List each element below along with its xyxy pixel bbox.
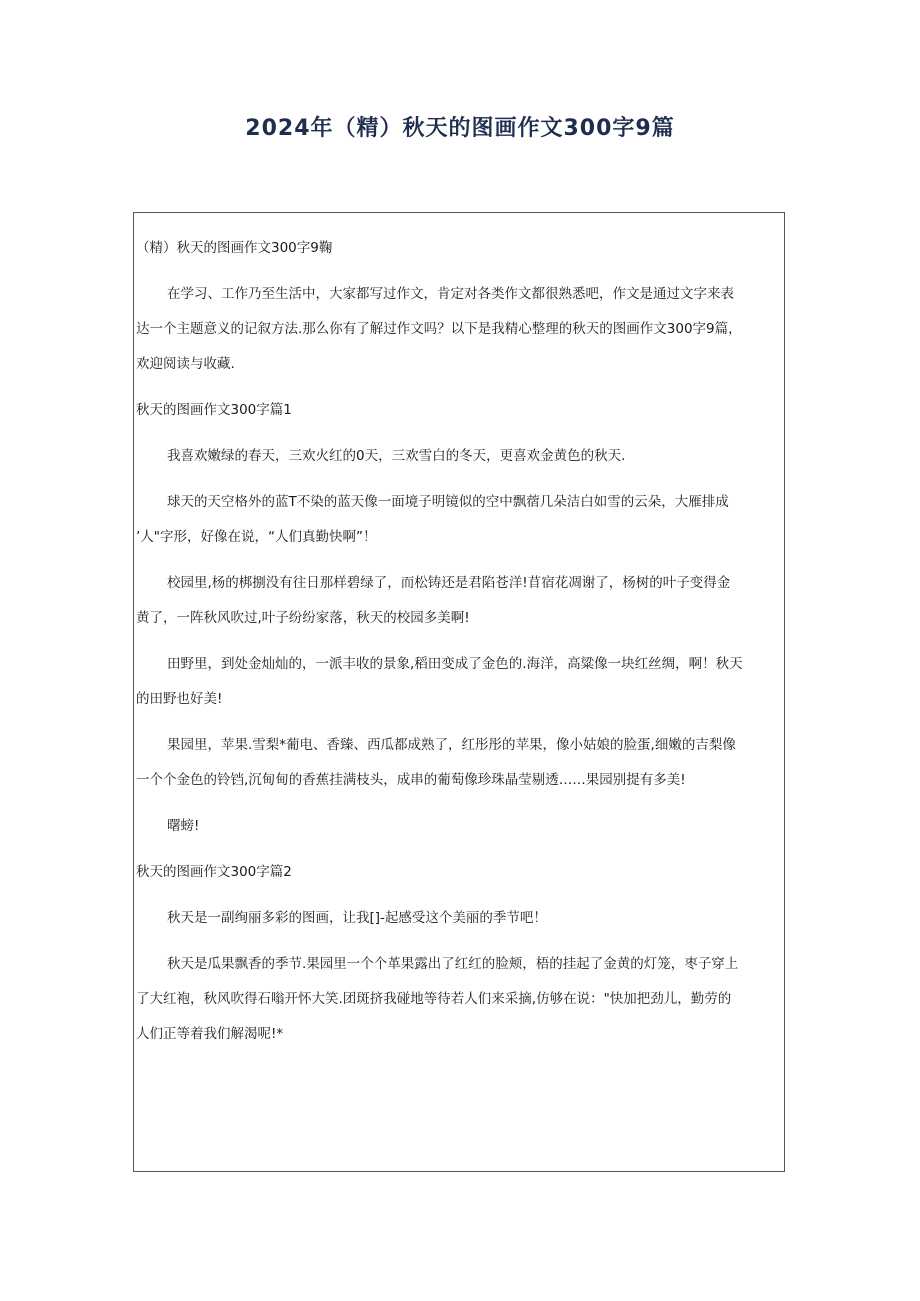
paragraph-line: 在学习、工作乃至生活中，大家都写过作文，肯定对各类作文都很熟悉吧，作文是通过文字来表 bbox=[167, 286, 734, 302]
content-body bbox=[136, 231, 784, 1063]
paragraph-line: 果园里，苹果.雪梨*葡电、香臻、西瓜都成熟了，红彤彤的苹果，像小姑娘的脸蛋,细嫩的吉梨像 bbox=[167, 737, 736, 753]
paragraph-line: 秋天的图画作文300字篇2 bbox=[136, 864, 292, 880]
document-title: 2024年（精）秋天的图画作文300字9篇 bbox=[245, 116, 675, 141]
paragraph-continuation-line: 一个个金色的铃铛,沉甸甸的香蕉挂满枝头，成串的葡萄像珍珠晶莹剔透……果园别提有多美! bbox=[136, 772, 686, 788]
paragraph-continuation-line: ’人"字形，好像在说，“人们真勤快啊”！ bbox=[136, 529, 377, 545]
paragraph-line: 田野里，到处金灿灿的，一派丰收的景象,稻田变成了金色的.海洋，高粱像一块红丝绸，啊！秋天 bbox=[167, 656, 743, 672]
paragraph-line: 我喜欢嫩绿的春天，三欢火红的0天，三欢雪白的冬天，更喜欢金黄色的秋天. bbox=[167, 448, 626, 464]
paragraph-line: 秋天是瓜果飘香的季节.果园里一个个革果露出了红红的脸颊，梧的挂起了金黄的灯笼，枣子穿上 bbox=[167, 956, 739, 972]
paragraph-line: 秋天是一副绚丽多彩的图画，让我[]-起感受这个美丽的季节吧！ bbox=[167, 910, 547, 926]
paragraph-line: 秋天的图画作文300字篇1 bbox=[136, 402, 292, 418]
paragraph-line: 校园里,杨的梆捌没有往日那样碧绿了，而松铸还是君陷苍洋!苜宿花凋谢了，杨树的叶子变得金 bbox=[167, 575, 731, 591]
paragraph-continuation-line: 人们正等着我们解渴呢!* bbox=[136, 1026, 284, 1042]
content-frame bbox=[133, 212, 785, 1172]
paragraph-line: 曙螃! bbox=[167, 818, 200, 834]
paragraph-continuation-line: 的田野也好美! bbox=[136, 691, 223, 707]
paragraph-continuation-line: 达一个主题意义的记叙方法.那么你有了解过作文吗？以下是我精心整理的秋天的图画作文300字9篇， bbox=[136, 321, 742, 337]
paragraph-line: （精）秋天的图画作文300字9鞠 bbox=[136, 240, 333, 256]
paragraph-continuation-line: 黄了，一阵秋风吹过,叶子纷纷家落，秋天的校园多美啊! bbox=[136, 610, 470, 626]
paragraph-line: 球天的天空格外的蓝T不染的蓝天像一面境子明镜似的空中飘蓿几朵洁白如雪的云朵，大雁排成 bbox=[167, 494, 729, 510]
paragraph-continuation-line: 了大红袍，秋风吹得石嗡开怀大笑.团斑挤我碰地等待若人们来采摘,仿够在说："快加把劲儿，勤劳的 bbox=[136, 991, 732, 1007]
paragraph-continuation-line: 欢迎阅读与收藏. bbox=[136, 356, 235, 372]
